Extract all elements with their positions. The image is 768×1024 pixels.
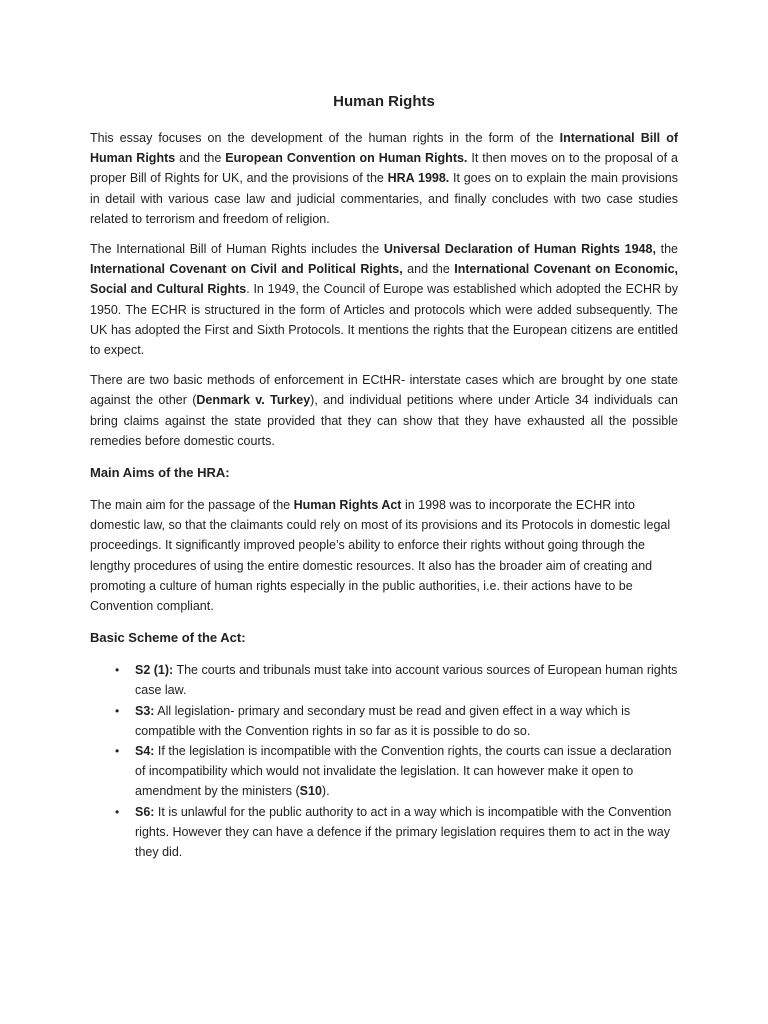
section-label: S6: [135, 804, 155, 819]
intro-paragraph [90, 128, 678, 229]
intro-bold-2: European Convention on Human Rights. [225, 151, 468, 166]
section-text: If the legislation is incompatible with the Convention rights, the courts can issue a declaration of incompatibility which would not invalidate the legislation. It can however make it open to amendment by the ministers ( [135, 744, 672, 799]
scheme-heading: Basic Scheme of the Act: [90, 630, 246, 646]
section-label: S2 (1): [135, 663, 174, 678]
bill-text-3: and the [402, 262, 455, 277]
intro-bold-3: HRA 1998. [387, 171, 450, 186]
bill-text-1: The International Bill of Human Rights includes the [90, 242, 384, 257]
intro-text-2: and the [175, 151, 226, 166]
document-title: Human Rights [333, 93, 435, 110]
section-text: All legislation- primary and secondary must be read and given effect in a way which is compatible with the Convention rights in so far as it is possible to do so. [135, 703, 631, 738]
document-page [90, 92, 678, 862]
section-text-tail: ). [321, 784, 330, 799]
list-item [90, 802, 678, 863]
intro-text-4: It goes on to explain the main provisions in detail with various case law and judicial commentaries, and finally concludes with two case studies related to terrorism and freedom of religion. [90, 171, 679, 226]
aims-paragraph [90, 495, 678, 616]
bill-text-2: the [655, 242, 678, 257]
list-item [90, 741, 678, 802]
intro-text-3: It then moves on to the proposal of a proper Bill of Rights for UK, and the provisions of the [90, 151, 679, 186]
bullet-icon: • [115, 703, 120, 718]
aims-text-1: The main aim for the passage of the [90, 498, 294, 513]
aims-heading: Main Aims of the HRA: [90, 465, 230, 481]
section-label: S3: [135, 703, 155, 718]
bill-bold-2: International Covenant on Civil and Political Rights, [90, 262, 403, 277]
bullet-icon: • [115, 744, 120, 759]
bill-bold-1: Universal Declaration of Human Rights 1948, [383, 242, 656, 257]
bill-paragraph [90, 239, 678, 360]
aims-bold-1: Human Rights Act [293, 498, 402, 513]
section-text: The courts and tribunals must take into account various sources of European human rights case law. [135, 663, 678, 698]
enforcement-text-2: ), and individual petitions where under Article 34 individuals can bring claims against the state provided that they can show that they have exhausted all the possible remedies before domestic courts. [90, 393, 678, 448]
bill-bold-3: International Covenant on Economic, Social and Cultural Rights [90, 262, 678, 297]
intro-text-1: This essay focuses on the development of the human rights in the form of the [90, 131, 560, 145]
section-label: S4: [135, 744, 155, 759]
bullet-icon: • [115, 804, 120, 819]
bill-text-4: . In 1949, the Council of Europe was established which adopted the ECHR by 1950. The ECHR is structured in the form of Articles and protocols which were added subsequently. The UK has adopted the First and Sixth Protocols. It mentions the rights that the European citizens are entitled to expect. [90, 282, 678, 358]
enforcement-text-1: There are two basic methods of enforcement in ECtHR- interstate cases which are brought by one state against the other ( [90, 373, 678, 408]
scheme-list [90, 660, 678, 862]
intro-bold-1: International Bill of Human Rights [90, 131, 678, 166]
bullet-icon: • [115, 663, 120, 678]
section-reference: S10 [299, 784, 322, 799]
enforcement-bold-1: Denmark v. Turkey [196, 393, 311, 408]
list-item [90, 660, 678, 700]
enforcement-paragraph [90, 370, 678, 451]
section-text: It is unlawful for the public authority to act in a way which is incompatible with the Convention rights. However they can have a defence if the primary legislation requires them to act in the way they did. [135, 804, 672, 860]
aims-text-2: in 1998 was to incorporate the ECHR into domestic law, so that the claimants could rely on most of its provisions and its Protocols in domestic legal proceedings. It significantly improved people’s ability to enforce their rights without going through the lengthy procedures of using the entire domestic resources. It also has the broader aim of creating and promoting a culture of human rights especially in the public authorities, i.e. their actions have to be Convention compliant. [90, 498, 671, 614]
list-item [90, 701, 678, 741]
